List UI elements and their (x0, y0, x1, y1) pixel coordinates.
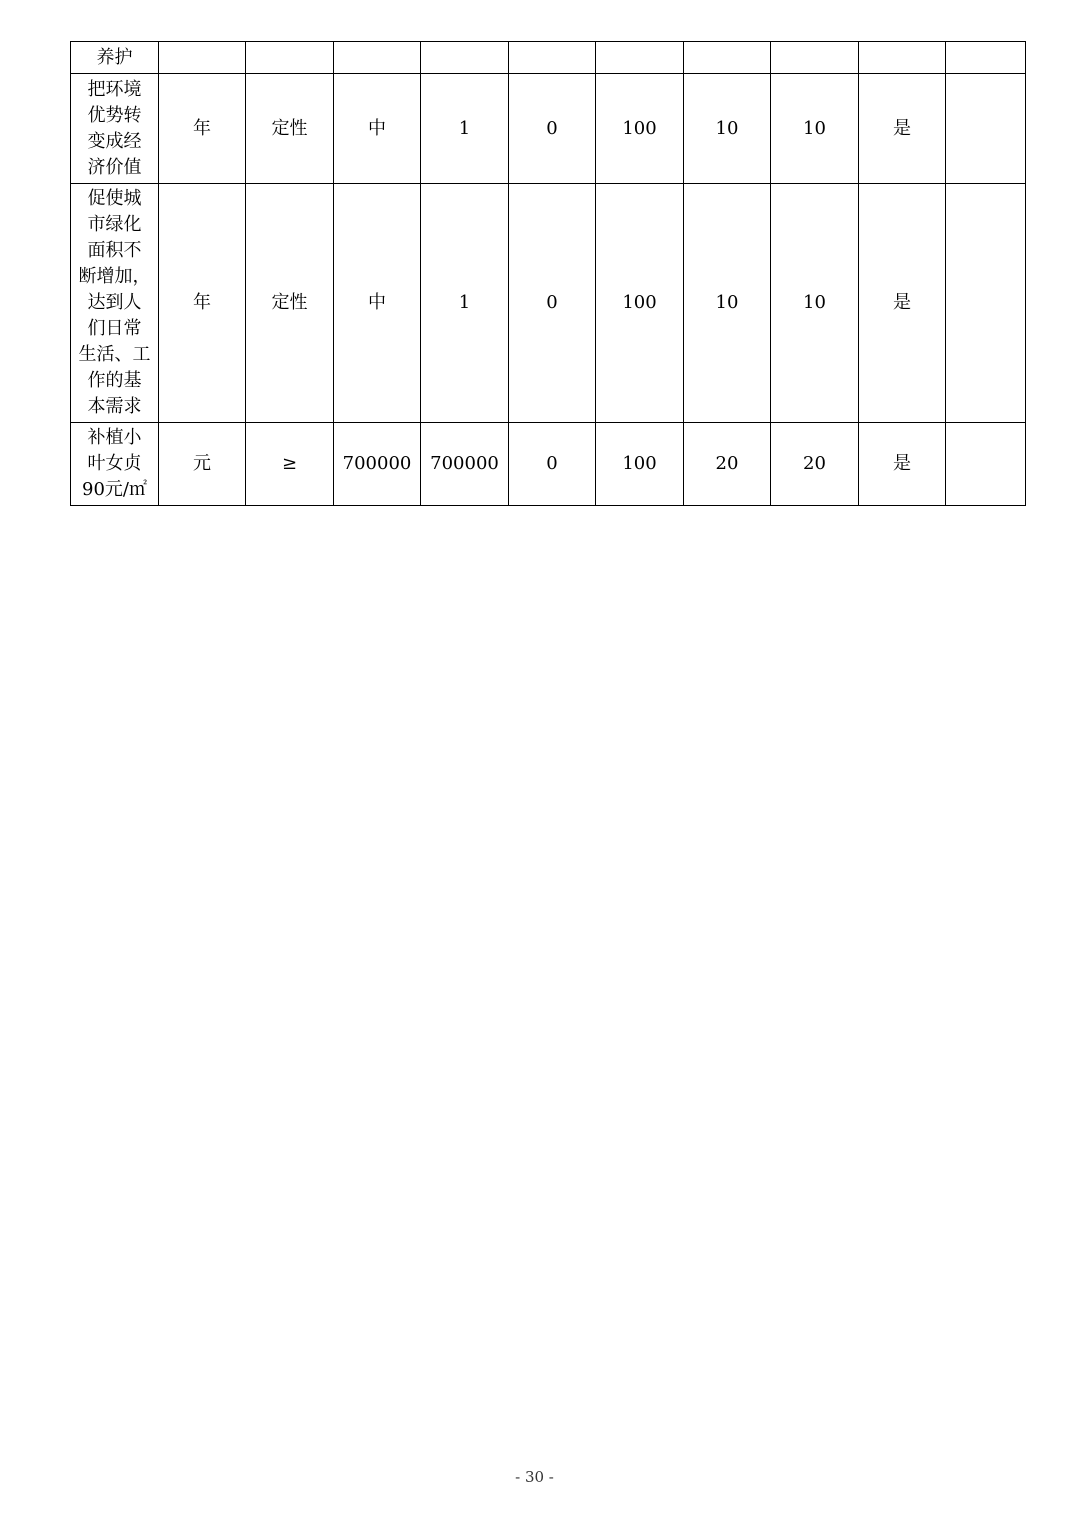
actual-value-cell: 1 (421, 74, 509, 184)
table-row (71, 42, 1026, 74)
deviation-cell: 0 (509, 184, 596, 423)
unit-cell (159, 42, 246, 74)
weight-cell: 10 (684, 184, 771, 423)
actual-value-cell: 1 (421, 184, 509, 423)
indicator-name-cell: 促使城 市绿化 面积不 断增加， 达到人 们日常 生活、工 作的基 本需求 (71, 184, 159, 423)
target-value-cell (334, 42, 421, 74)
page-number: - 30 - (515, 1468, 554, 1486)
indicator-name-cell: 养护 (71, 42, 159, 74)
table-row (71, 423, 1026, 506)
nature-cell: 定性 (246, 184, 334, 423)
remark-cell (946, 423, 1026, 506)
deviation-cell: 0 (509, 423, 596, 506)
target-value-cell: 中 (334, 74, 421, 184)
nature-cell (246, 42, 334, 74)
weight-cell: 10 (684, 74, 771, 184)
actual-value-cell (421, 42, 509, 74)
completion-rate-cell (596, 42, 684, 74)
indicator-name-cell: 把环境 优势转 变成经 济价值 (71, 74, 159, 184)
nature-cell: ≥ (246, 423, 334, 506)
table-row (71, 74, 1026, 184)
completion-rate-cell: 100 (596, 184, 684, 423)
score-cell (771, 42, 859, 74)
unit-cell: 年 (159, 74, 246, 184)
achieved-cell: 是 (859, 423, 946, 506)
score-cell: 10 (771, 184, 859, 423)
achieved-cell: 是 (859, 74, 946, 184)
completion-rate-cell: 100 (596, 74, 684, 184)
score-cell: 10 (771, 74, 859, 184)
remark-cell (946, 74, 1026, 184)
weight-cell (684, 42, 771, 74)
achieved-cell: 是 (859, 184, 946, 423)
score-cell: 20 (771, 423, 859, 506)
remark-cell (946, 42, 1026, 74)
weight-cell: 20 (684, 423, 771, 506)
table-row (71, 184, 1026, 423)
target-value-cell: 700000 (334, 423, 421, 506)
achieved-cell (859, 42, 946, 74)
deviation-cell (509, 42, 596, 74)
completion-rate-cell: 100 (596, 423, 684, 506)
unit-cell: 年 (159, 184, 246, 423)
deviation-cell: 0 (509, 74, 596, 184)
indicator-table (70, 41, 1026, 506)
remark-cell (946, 184, 1026, 423)
nature-cell: 定性 (246, 74, 334, 184)
target-value-cell: 中 (334, 184, 421, 423)
unit-cell: 元 (159, 423, 246, 506)
indicator-name-cell: 补植小 叶女贞 90元/㎡ (71, 423, 159, 506)
actual-value-cell: 700000 (421, 423, 509, 506)
